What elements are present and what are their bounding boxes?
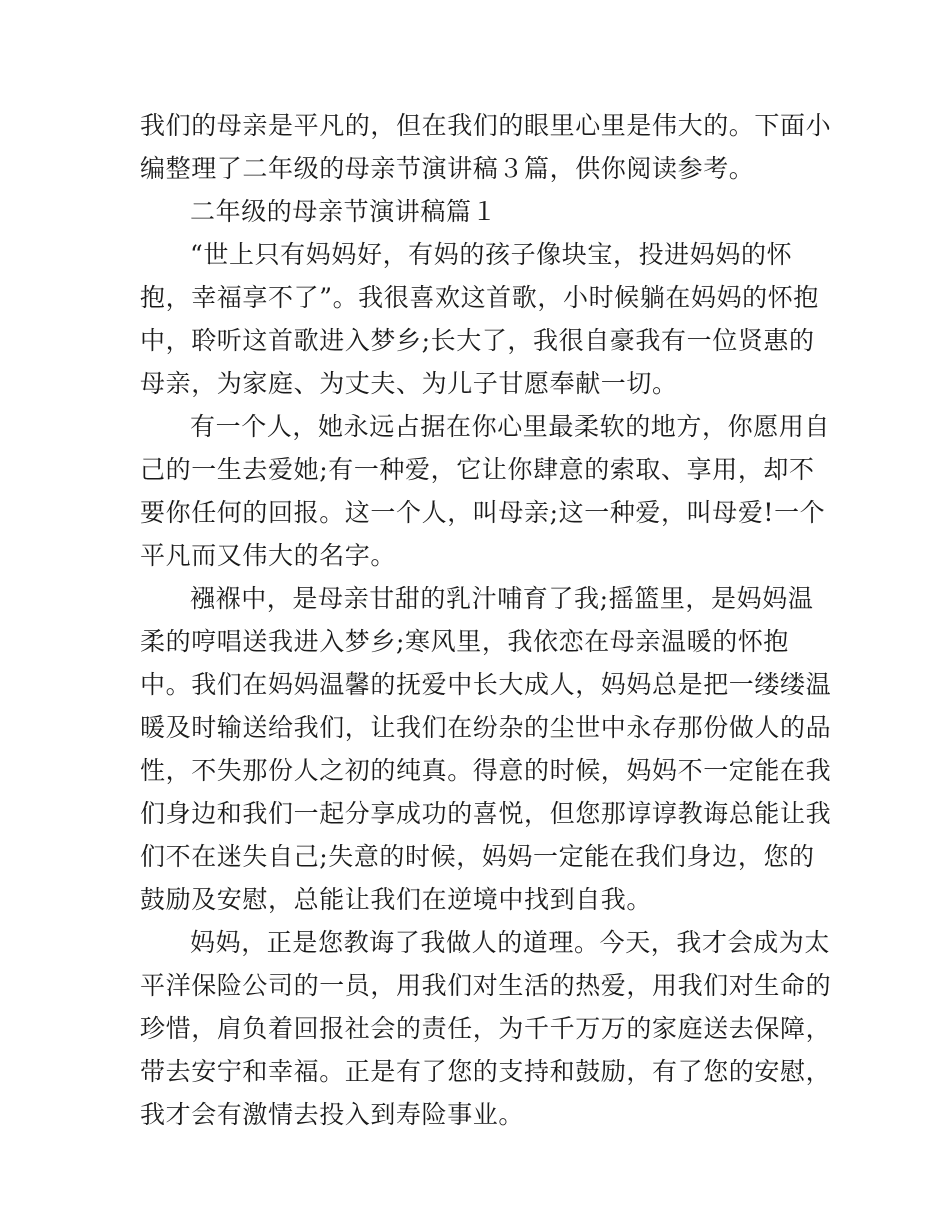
paragraph-line: 柔的哼唱送我进入梦乡;寒风里，我依恋在母亲温暖的怀抱 bbox=[140, 627, 790, 656]
paragraph-1 bbox=[140, 233, 819, 405]
paragraph-line: 母亲，为家庭、为丈夫、为儿子甘愿奉献一切。 bbox=[140, 369, 678, 398]
paragraph-line: 要你任何的回报。这一个人，叫母亲;这一种爱，叫母爱!一个 bbox=[140, 498, 826, 527]
paragraph-3 bbox=[140, 577, 832, 921]
paragraph-line: 鼓励及安慰，总能让我们在逆境中找到自我。 bbox=[140, 885, 653, 914]
paragraph-line: 性，不失那份人之初的纯真。得意的时候，妈妈不一定能在我 bbox=[140, 756, 832, 785]
paragraph-2 bbox=[140, 405, 831, 577]
section-heading: 二年级的母亲节演讲稿篇１ bbox=[190, 197, 498, 226]
paragraph-line: 抱，幸福享不了”。我很喜欢这首歌，小时候躺在妈妈的怀抱 bbox=[140, 283, 819, 312]
document-body bbox=[140, 104, 832, 1136]
paragraph-line: 襁褓中，是母亲甘甜的乳汁哺育了我;摇篮里，是妈妈温 bbox=[190, 584, 814, 613]
paragraph-line: 平凡而又伟大的名字。 bbox=[140, 541, 397, 570]
paragraph-line: 中。我们在妈妈温馨的抚爱中长大成人，妈妈总是把一缕缕温 bbox=[140, 670, 832, 699]
paragraph-line: 珍惜，肩负着回报社会的责任，为千千万万的家庭送去保障， bbox=[140, 1014, 832, 1043]
paragraph-line: 暖及时输送给我们，让我们在纷杂的尘世中永存那份做人的品 bbox=[140, 713, 832, 742]
paragraph-line: 带去安宁和幸福。正是有了您的支持和鼓励，有了您的安慰， bbox=[140, 1057, 832, 1086]
paragraph-line: 中，聆听这首歌进入梦乡;长大了，我很自豪我有一位贤惠的 bbox=[140, 326, 815, 355]
paragraph-line: “世上只有妈妈好，有妈的孩子像块宝，投进妈妈的怀 bbox=[190, 240, 793, 269]
paragraph-line: 妈妈，正是您教诲了我做人的道理。今天，我才会成为太 bbox=[190, 928, 831, 957]
paragraph-line: 有一个人，她永远占据在你心里最柔软的地方，你愿用自 bbox=[190, 412, 831, 441]
paragraph-line: 平洋保险公司的一员，用我们对生活的热爱，用我们对生命的 bbox=[140, 971, 832, 1000]
intro-line: 编整理了二年级的母亲节演讲稿３篇，供你阅读参考。 bbox=[140, 154, 755, 183]
paragraph-line: 我才会有激情去投入到寿险事业。 bbox=[140, 1100, 525, 1129]
paragraph-line: 们身边和我们一起分享成功的喜悦，但您那谆谆教诲总能让我 bbox=[140, 799, 832, 828]
paragraph-4 bbox=[140, 921, 832, 1136]
intro-line: 我们的母亲是平凡的，但在我们的眼里心里是伟大的。下面小 bbox=[140, 111, 832, 140]
paragraph-line: 们不在迷失自己;失意的时候，妈妈一定能在我们身边，您的 bbox=[140, 842, 815, 871]
paragraph-line: 己的一生去爱她;有一种爱，它让你肆意的索取、享用，却不 bbox=[140, 455, 815, 484]
